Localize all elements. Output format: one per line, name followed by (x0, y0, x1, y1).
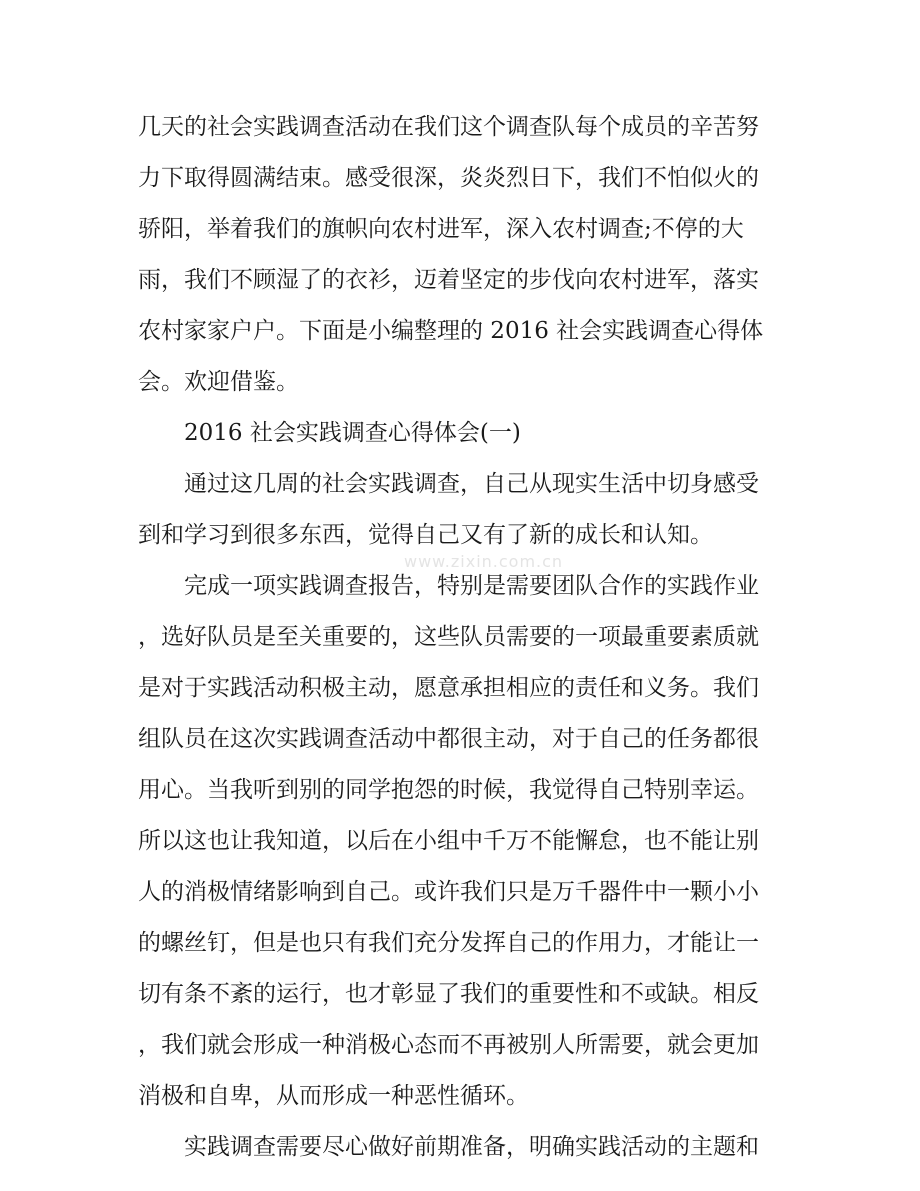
text-line: 组队员在这次实践调查活动中都很主动，对于自己的任务都很 (138, 726, 759, 752)
text-line: 用心。当我听到别的同学抱怨的时候，我觉得自己特别幸运。 (138, 777, 759, 803)
text-line: 所以这也让我知道，以后在小组中千万不能懈怠，也不能让别 (138, 828, 759, 854)
document-body (138, 102, 788, 1173)
text-line: 通过这几周的社会实践调查，自己从现实生活中切身感受 (184, 471, 759, 497)
text-line: 骄阳，举着我们的旗帜向农村进军，深入农村调查;不停的大 (138, 216, 744, 242)
section-title: 2016 社会实践调查心得体会(一) (184, 420, 521, 446)
text-line: 会。欢迎借鉴。 (138, 369, 299, 395)
text-line: ，我们就会形成一种消极心态而不再被别人所需要，就会更加 (138, 1032, 759, 1058)
watermark-text: www.zixin.com.cn (404, 552, 564, 571)
text-line: ，选好队员是至关重要的，这些队员需要的一项最重要素质就 (138, 624, 759, 650)
body-paragraph (138, 1122, 788, 1173)
text-line: 切有条不紊的运行，也才彰显了我们的重要性和不或缺。相反 (138, 981, 759, 1007)
body-paragraph (138, 459, 788, 561)
text-line: 几天的社会实践调查活动在我们这个调查队每个成员的辛苦努 (138, 114, 759, 140)
text-line: 到和学习到很多东西，觉得自己又有了新的成长和认知。 (138, 522, 713, 548)
text-line: 完成一项实践调查报告，特别是需要团队合作的实践作业 (184, 573, 759, 599)
text-line: 农村家家户户。下面是小编整理的 2016 社会实践调查心得体 (138, 318, 764, 344)
text-line: 是对于实践活动积极主动，愿意承担相应的责任和义务。我们 (138, 675, 759, 701)
text-line: 雨，我们不顾湿了的衣衫，迈着坚定的步伐向农村进军，落实 (138, 267, 759, 293)
text-line: 消极和自卑，从而形成一种恶性循环。 (138, 1083, 529, 1109)
text-line: 人的消极情绪影响到自己。或许我们只是万千器件中一颗小小 (138, 879, 759, 905)
intro-paragraph (138, 102, 788, 408)
text-line: 实践调查需要尽心做好前期准备，明确实践活动的主题和 (184, 1134, 759, 1160)
body-paragraph (138, 561, 788, 1122)
text-line: 的螺丝钉，但是也只有我们充分发挥自己的作用力，才能让一 (138, 930, 759, 956)
section-heading (138, 408, 788, 459)
text-line: 力下取得圆满结束。感受很深，炎炎烈日下，我们不怕似火的 (138, 165, 759, 191)
